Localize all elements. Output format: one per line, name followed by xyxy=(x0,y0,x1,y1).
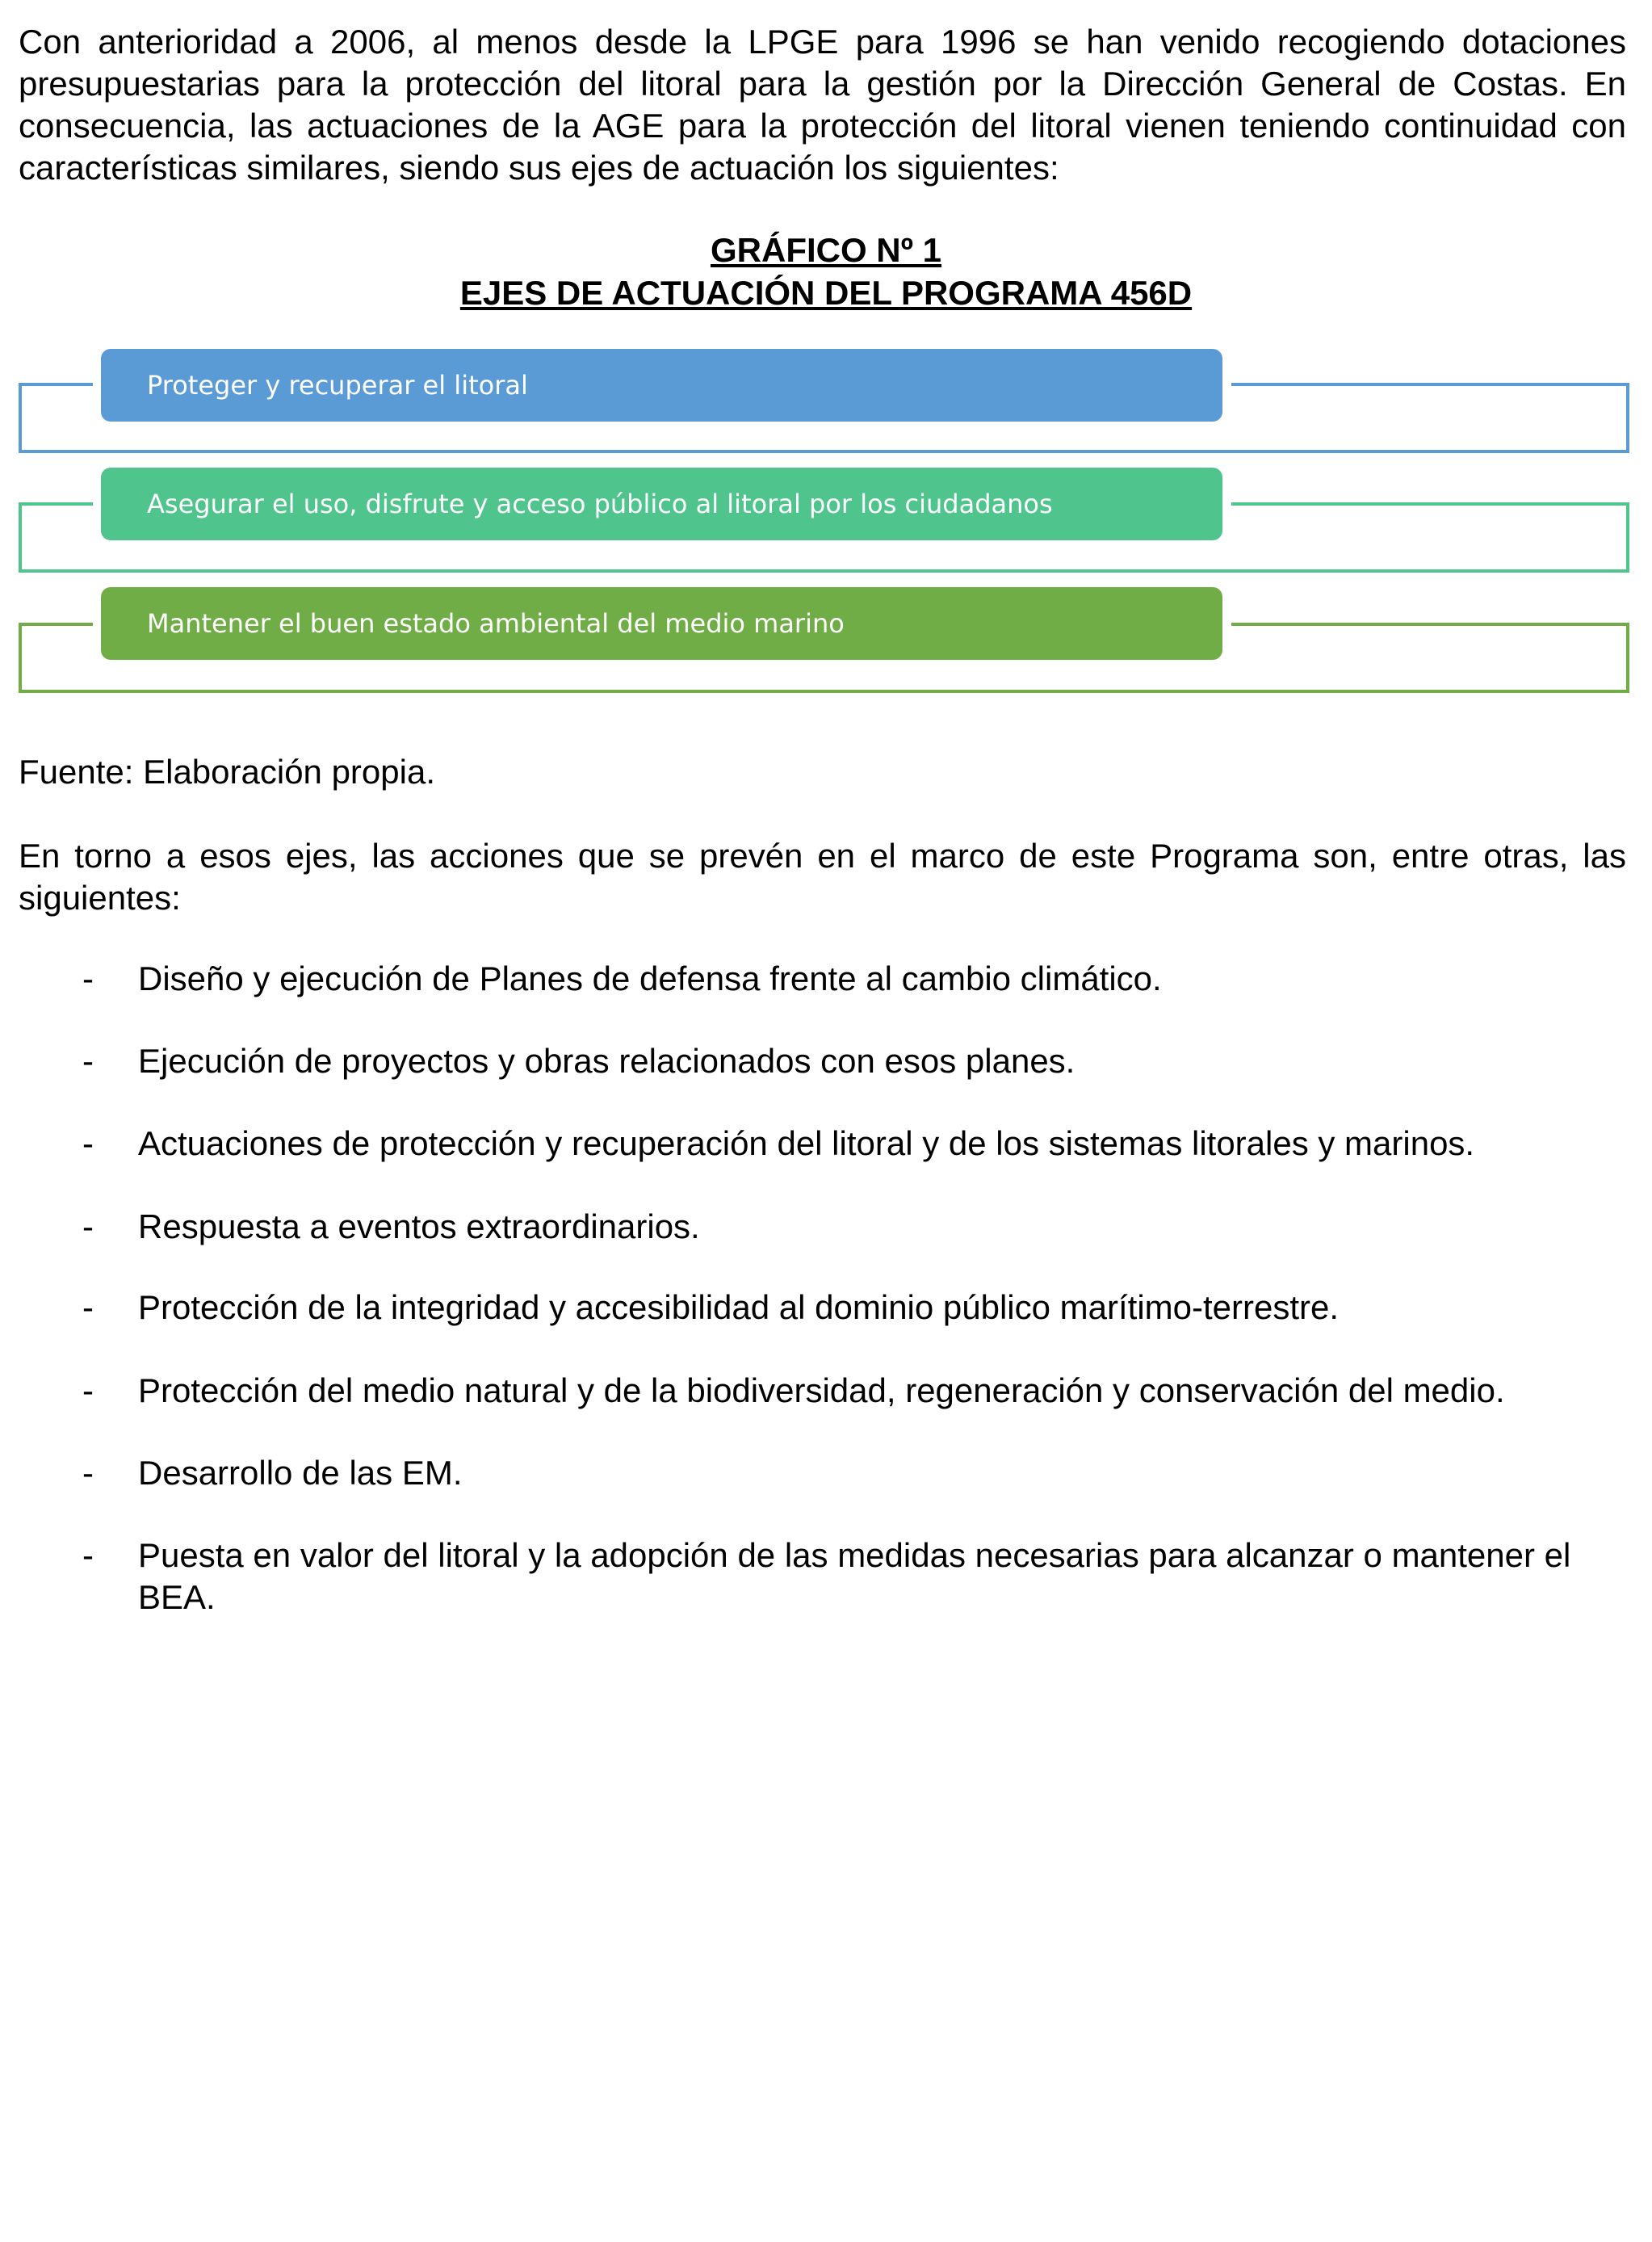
list-item: Protección de la integridad y accesibilidad al dominio público marítimo-terrestre. xyxy=(138,1288,1340,1326)
figure-source: Fuente: Elaboración propia. xyxy=(19,753,435,791)
list-item: Protección del medio natural y de la biodiversidad, regeneración y conservación del medio. xyxy=(138,1371,1505,1409)
bullet-marker: - xyxy=(82,1288,94,1326)
axis-label: Asegurar el uso, disfrute y acceso público al litoral por los ciudadanos xyxy=(147,489,1053,519)
list-item: Desarrollo de las EM. xyxy=(138,1454,463,1492)
intro-paragraph: Con anterioridad a 2006, al menos desde la LPGE para 1996 se han venido recogiendo dotaciones presupuestarias para la protección del litoral para la gestión por la Dirección General de Costas. En consecuencia, las actuaciones de la AGE para la protección del litoral vienen teniendo continuidad con características similares, siendo sus ejes de actuación los siguientes: xyxy=(19,23,1626,187)
list-item: Diseño y ejecución de Planes de defensa frente al cambio climático. xyxy=(138,959,1162,997)
list-item: Ejecución de proyectos y obras relacionados con esos planes. xyxy=(138,1042,1075,1080)
list-item: Actuaciones de protección y recuperación del litoral y de los sistemas litorales y marinos. xyxy=(138,1124,1475,1162)
axis-label: Mantener el buen estado ambiental del medio marino xyxy=(147,608,845,639)
bullet-marker: - xyxy=(82,1454,94,1492)
figure-title: EJES DE ACTUACIÓN DEL PROGRAMA 456D xyxy=(459,274,1193,312)
figure-number: GRÁFICO Nº 1 xyxy=(710,231,942,269)
list-item: Puesta en valor del litoral y la adopción de las medidas necesarias para alcanzar o mantener el BEA. xyxy=(138,1536,1571,1616)
list-item: Respuesta a eventos extraordinarios. xyxy=(138,1207,700,1245)
bullet-marker: - xyxy=(82,1371,94,1409)
actions-intro: En torno a esos ejes, las acciones que se prevén en el marco de este Programa son, entre otras, las siguientes: xyxy=(19,837,1626,917)
bullet-marker: - xyxy=(82,1207,94,1245)
bullet-marker: - xyxy=(82,959,94,997)
bullet-marker: - xyxy=(82,1042,94,1080)
axis-box-1 xyxy=(101,349,1222,422)
axis-box-2 xyxy=(101,468,1222,540)
bullet-marker: - xyxy=(82,1124,94,1162)
bullet-marker: - xyxy=(82,1536,94,1574)
axis-label: Proteger y recuperar el litoral xyxy=(147,370,528,401)
axis-box-3 xyxy=(101,587,1222,660)
